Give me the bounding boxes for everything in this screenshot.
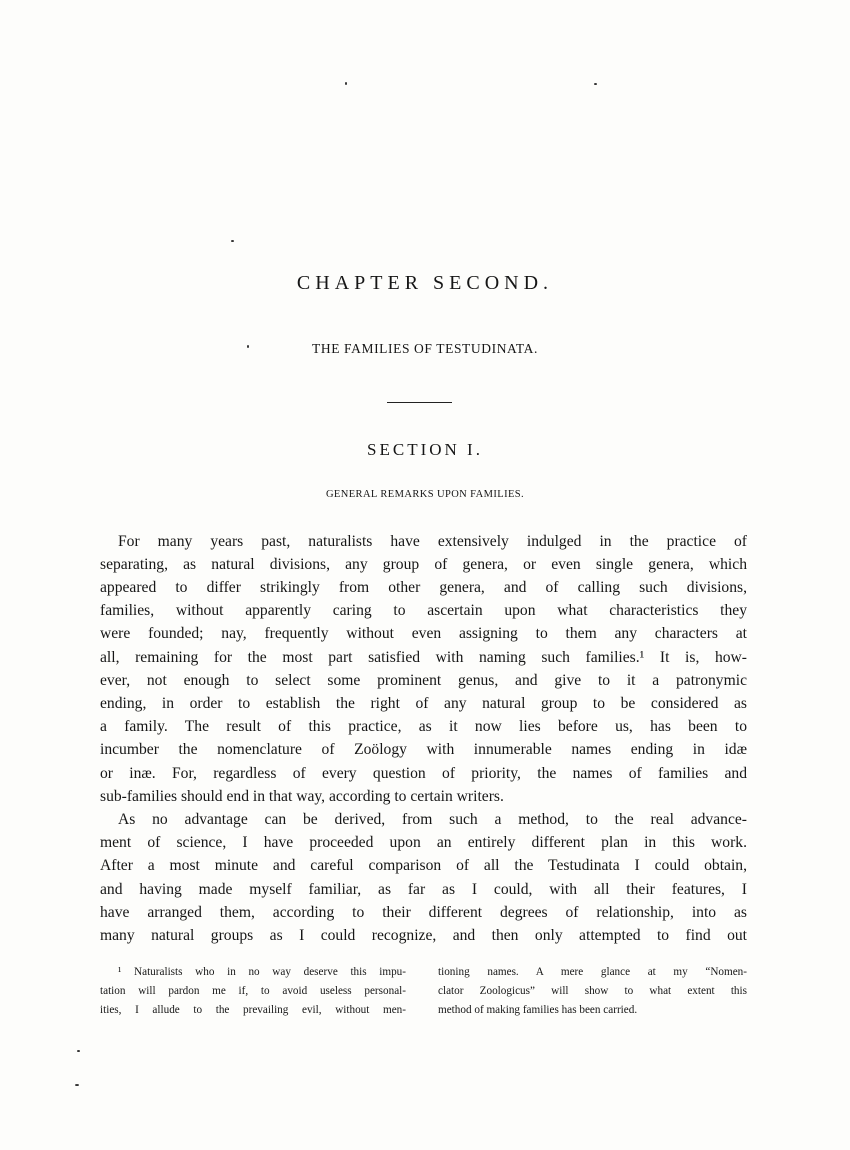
body-line: ever, not enough to select some prominent genus, and give to it a patronymic: [100, 672, 747, 689]
ink-speck: [77, 1050, 80, 1052]
body-line: a family. The result of this practice, as it now lies before us, has been to: [100, 718, 747, 735]
body-line: As no advantage can be derived, from such a method, to the real advance-: [118, 811, 747, 828]
footnote-line: ities, I allude to the prevailing evil, without men-: [100, 1004, 406, 1016]
chapter-subtitle: THE FAMILIES OF TESTUDINATA.: [312, 341, 538, 356]
footnote-line: clator Zoologicus” will show to what extent this: [438, 985, 747, 997]
body-line: have arranged them, according to their different degrees of relationship, into as: [100, 904, 747, 921]
section-subtitle: GENERAL REMARKS UPON FAMILIES.: [325, 489, 525, 500]
ink-speck: [345, 82, 347, 85]
chapter-title: CHAPTER SECOND.: [296, 272, 554, 294]
body-line: ending, in order to establish the right of any natural group to be considered as: [100, 695, 747, 712]
divider-rule: [387, 402, 452, 403]
section-title: SECTION I.: [367, 440, 483, 459]
body-line: or inæ. For, regardless of every question of priority, the names of families and: [100, 765, 747, 782]
footnote-line: tioning names. A mere glance at my “Nomen-: [438, 966, 747, 978]
ink-speck: [231, 240, 234, 242]
body-line: all, remaining for the most part satisfied with naming such families.¹ It is, how-: [100, 649, 747, 666]
body-line: After a most minute and careful comparison of all the Testudinata I could obtain,: [100, 857, 747, 874]
footnote-line: method of making families has been carried.: [438, 1004, 638, 1016]
ink-speck: [75, 1084, 79, 1086]
body-line: ment of science, I have proceeded upon an entirely different plan in this work.: [100, 834, 747, 851]
body-line: appeared to differ strikingly from other genera, and of calling such divisions,: [100, 579, 747, 596]
body-line: many natural groups as I could recognize, and then only attempted to find out: [100, 927, 747, 944]
footnote-right-column: [438, 963, 747, 1020]
footnote-left-column: [100, 963, 406, 1020]
body-line: sub-families should end in that way, according to certain writers.: [100, 788, 504, 805]
body-line: were founded; nay, frequently without even assigning to them any characters at: [100, 625, 747, 642]
footnote-line: tation will pardon me if, to avoid useless personal-: [100, 985, 406, 997]
body-line: For many years past, naturalists have extensively indulged in the practice of: [118, 533, 747, 550]
body-line: families, without apparently caring to ascertain upon what characteristics they: [100, 602, 747, 619]
ink-speck: [594, 83, 597, 85]
body-line: and having made myself familiar, as far as I could, with all their features, I: [100, 881, 747, 898]
body-line: incumber the nomenclature of Zoölogy with innumerable names ending in idæ: [100, 741, 747, 758]
footnote-line: ¹ Naturalists who in no way deserve this impu-: [118, 966, 406, 978]
body-line: separating, as natural divisions, any group of genera, or even single genera, which: [100, 556, 747, 573]
